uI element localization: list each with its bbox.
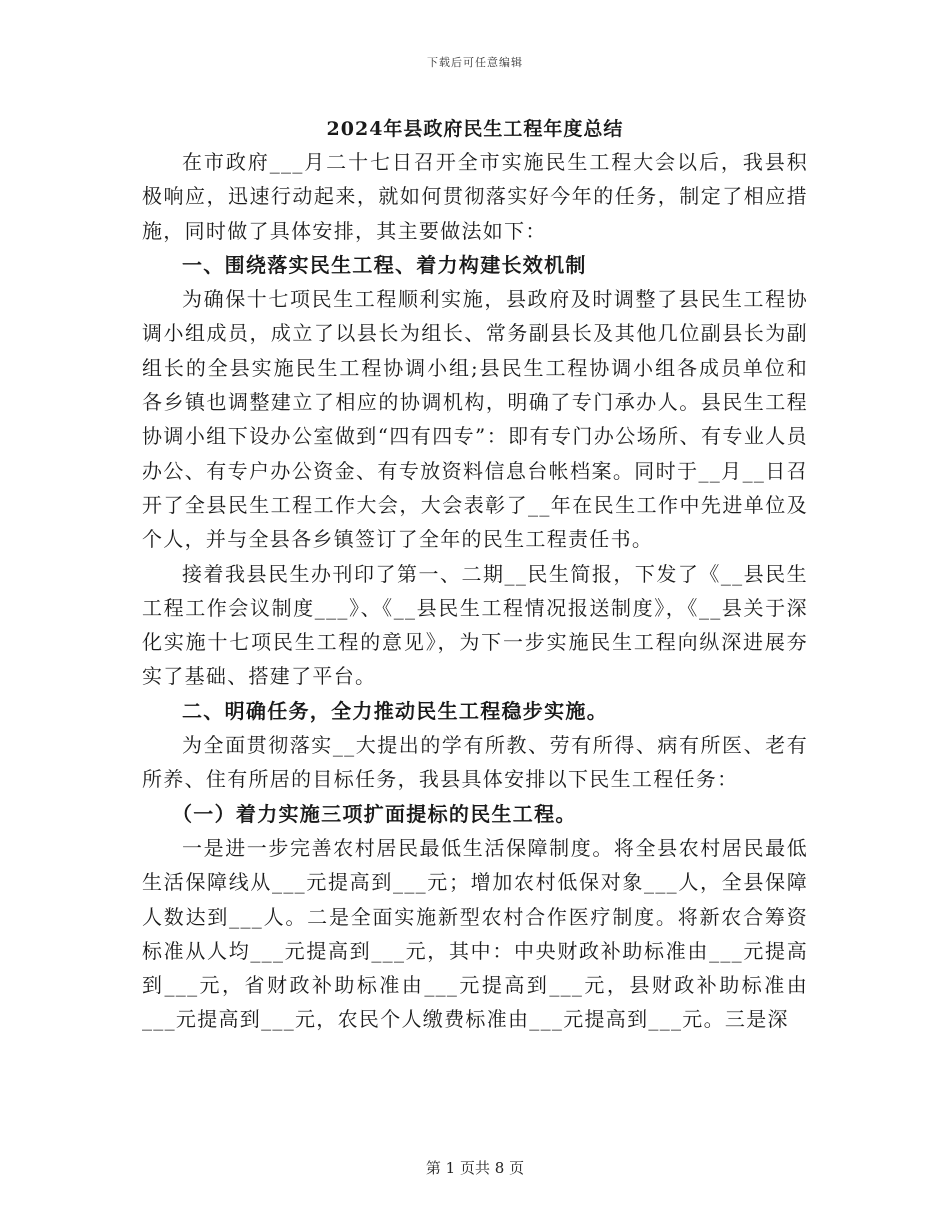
page-header-note: 下载后可任意编辑 [427, 56, 523, 69]
body-paragraph: 为全面贯彻落实__大提出的学有所教、劳有所得、病有所医、老有所养、住有所居的目标任务，我县具体安排以下民生工程任务： [142, 733, 808, 792]
document-body [142, 145, 808, 1037]
document-title: 2024年县政府民生工程年度总结 [326, 118, 624, 140]
body-paragraph: 接着我县民生办刊印了第一、二期__民生简报，下发了《__县民生工程工作会议制度___》、《__县民生工程情况报送制度》，《__县关于深化实施十七项民生工程的意见》，为下一步实施民生工程向纵深进展夯实了基础、搭建了平台。 [142, 561, 808, 689]
body-paragraph: 为确保十七项民生工程顺利实施，县政府及时调整了县民生工程协调小组成员，成立了以县长为组长、常务副县长及其他几位副县长为副组长的全县实施民生工程协调小组;县民生工程协调小组各成员单位和各乡镇也调整建立了相应的协调机构，明确了专门承办人。县民生工程协调小组下设办公室做到“四有四专”：即有专门办公场所、有专业人员办公、有专户办公资金、有专放资料信息台帐档案。同时于__月__日召开了全县民生工程工作大会，大会表彰了__年在民生工作中先进单位及个人，并与全县各乡镇签订了全年的民生工程责任书。 [142, 287, 808, 552]
body-paragraph: 一是进一步完善农村居民最低生活保障制度。将全县农村居民最低生活保障线从___元提高到___元；增加农村低保对象___人，全县保障人数达到___人。二是全面实施新型农村合作医疗制度。将新农合筹资标准从人均___元提高到___元，其中：中央财政补助标准由___元提高到___元，省财政补助标准由___元提高到___元，县财政补助标准由___元提高到___元，农民个人缴费标准由___元提高到___元。三是深 [142, 835, 808, 1032]
intro-paragraph: 在市政府___月二十七日召开全市实施民生工程大会以后，我县积极响应，迅速行动起来，就如何贯彻落实好今年的任务，制定了相应措施，同时做了具体安排，其主要做法如下： [142, 150, 808, 243]
section-heading-1: 一、围绕落实民生工程、着力构建长效机制 [182, 252, 587, 277]
subsection-heading-1: （一）着力实施三项扩面提标的民生工程。 [172, 801, 577, 826]
section-heading-2: 二、明确任务，全力推动民生工程稳步实施。 [182, 698, 608, 723]
page-number: 第 1 页共 8 页 [425, 1159, 525, 1177]
